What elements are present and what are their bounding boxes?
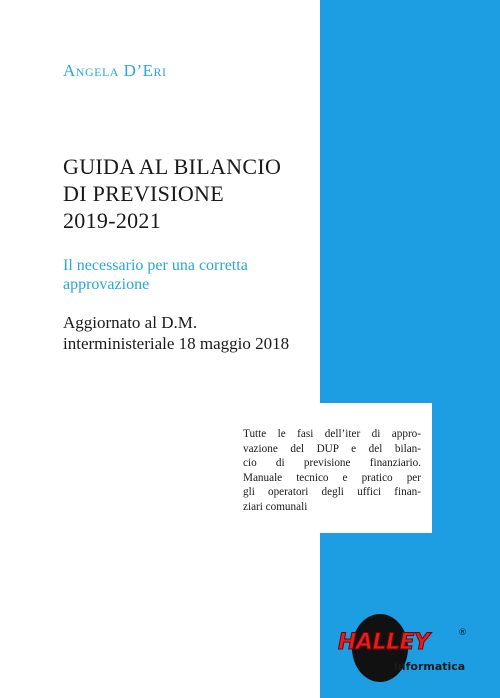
cover-accent-band <box>320 0 500 698</box>
title-line: 2019-2021 <box>63 208 162 233</box>
update-line: interministeriale 18 maggio 2018 <box>63 334 290 353</box>
author-name: Angela D’Eri <box>63 61 167 80</box>
book-subtitle <box>63 256 313 294</box>
subtitle-line: approvazione <box>63 276 150 293</box>
logo-wordmark: HALLEY <box>338 630 430 655</box>
book-title <box>63 153 313 234</box>
update-line: Aggiornato al D.M. <box>63 313 198 332</box>
subtitle-line: Il necessario per una corretta <box>63 257 248 274</box>
registered-mark: ® <box>458 628 467 638</box>
description-line: ziari comunali <box>243 500 308 513</box>
title-line: GUIDA AL BILANCIO <box>63 154 282 179</box>
logo-tagline: informatica <box>394 660 466 673</box>
description-text <box>243 427 421 514</box>
title-line: DI PREVISIONE <box>63 181 224 206</box>
description-line: vazione del DUP e del bilan- <box>243 442 421 455</box>
publisher-logo <box>332 614 470 684</box>
description-line: gli operatori degli uffici finan- <box>243 486 421 498</box>
description-line: Tutte le fasi dell’iter di appro- <box>243 428 421 440</box>
update-note <box>63 312 313 354</box>
description-line: Manuale tecnico e pratico per <box>243 471 421 484</box>
description-line: cio di previsione finanziario. <box>243 457 421 469</box>
description-box <box>230 403 432 533</box>
